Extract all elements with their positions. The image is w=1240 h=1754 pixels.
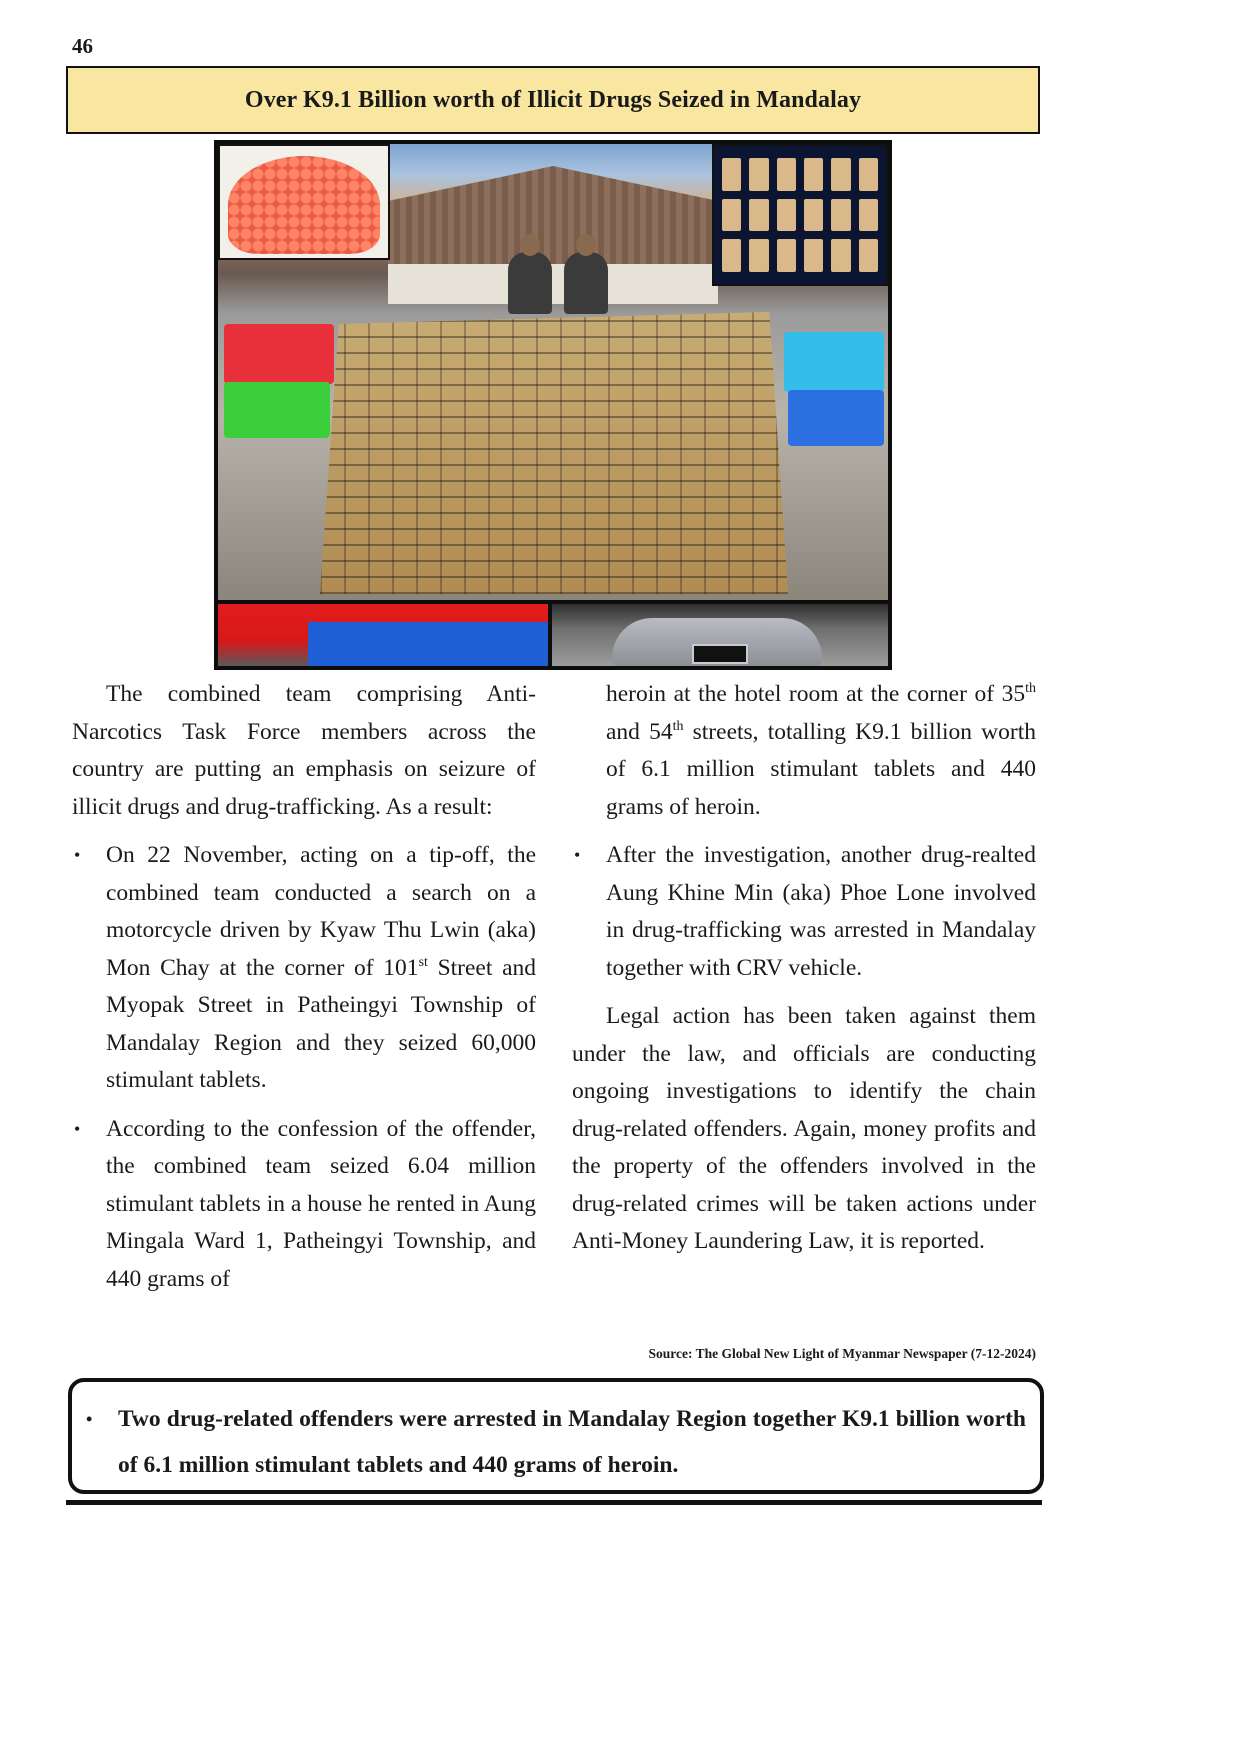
license-plate [692,644,748,664]
source-citation: Source: The Global New Light of Myanmar Newspaper (7-12-2024) [648,1346,1036,1361]
suspect-figure [508,252,552,314]
red-container [224,324,334,384]
bottom-divider [66,1500,1042,1505]
stimulant-tablets-inset [218,144,390,260]
closing-paragraph: Legal action has been taken against them under the law, and officials are conducting ongoing investigations to identify the chain drug-related offenders. Again, money profits and the property of the offenders involved in the drug-related crimes will be taken actions under Anti-Money Laundering Law, it is reported. [572,1003,1036,1254]
green-container [224,382,330,438]
list-item: • On 22 November, acting on a tip-off, the combined team conducted a search on a motorcycle driven by Kyaw Thu Lwin (aka) Mon Chay at the corner of 101st Street and Myopak Street in Patheingyi Township of Mandalay Region and they seized 60,000 stimulant tablets. [72,837,536,1100]
list-item: • After the investigation, another drug-realted Aung Khine Min (aka) Phoe Lone involved in drug-trafficking was arrested in Mandalay together with CRV vehicle. [572,837,1036,987]
title-banner [66,66,1040,134]
heroin-blocks-inset [712,144,888,286]
bullet-icon: • [86,1409,93,1429]
summary-text: Two drug-related offenders were arrested in Mandalay Region together K9.1 billion worth of 6.1 million stimulant tablets and 440 grams of heroin. [118,1406,1026,1478]
page-number: 46 [72,34,93,58]
suspect-figure [564,252,608,314]
intro-paragraph: The combined team comprising Anti-Narcotics Task Force members across the country are putting an emphasis on seizure of illicit drugs and drug-trafficking. As a result: [72,681,536,820]
evidence-table [308,622,548,666]
left-column [72,676,536,1309]
bullet-list [572,837,1036,987]
bullet-icon: • [74,1118,81,1139]
building-roof [388,166,718,266]
photo-collage [214,140,892,670]
seized-drugs-photo [218,144,888,600]
blue-container [788,390,884,446]
bullet-icon: • [74,845,81,865]
list-item-continued: heroin at the hotel room at the corner of 35th and 54th streets, totalling K9.1 billion worth of 6.1 million stimulant tablets and 440 grams of heroin. [606,681,1037,820]
bullet-list [72,837,536,1298]
bullet-icon: • [574,845,581,865]
crv-vehicle-photo [552,604,888,666]
right-column [572,676,1036,1272]
summary-box [68,1378,1044,1494]
drug-package-pile [320,294,788,594]
building-wall [388,264,718,304]
blue-container [784,332,884,392]
tablet-heap [228,156,380,254]
list-item: • According to the confession of the offender, the combined team seized 6.04 million stimulant tablets in a house he rented in Aung Mingala Ward 1, Patheingyi Township, and 440 grams of [72,1111,536,1299]
motorcycle-evidence-photo [218,604,548,666]
page-title: Over K9.1 Billion worth of Illicit Drugs Seized in Mandalay [244,86,862,113]
